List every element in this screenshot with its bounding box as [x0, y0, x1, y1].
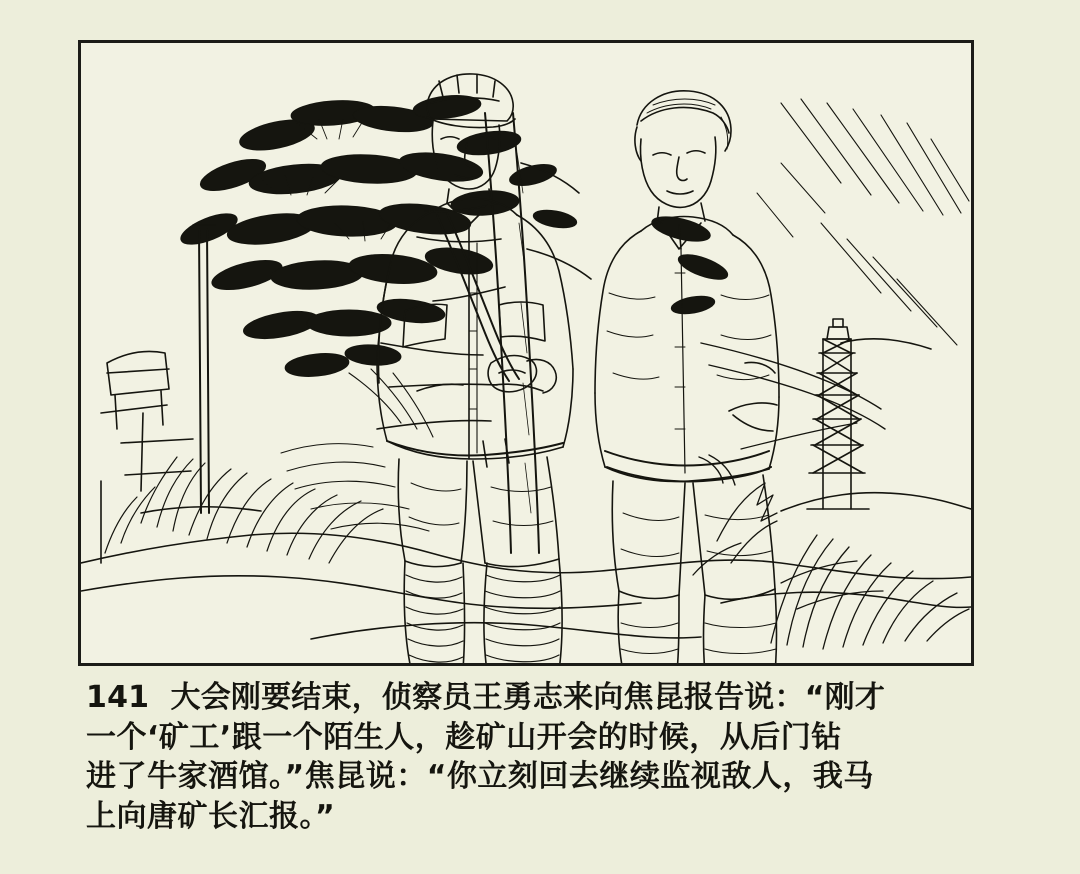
caption-line-3: 进了牛家酒馆。”焦昆说：“你立刻回去继续监视敌人，我马 — [86, 759, 874, 795]
illustration-panel — [78, 40, 974, 666]
caption-line-2: 一个‘矿工’跟一个陌生人，趁矿山开会的时候，从后门钻 — [86, 719, 842, 755]
caption-line-4: 上向唐矿长汇报。” — [86, 798, 336, 834]
illustration-artwork — [81, 43, 971, 663]
caption-text — [86, 678, 986, 836]
caption-line-1: 141 大会刚要结束，侦察员王勇志来向焦昆报告说：“刚才 — [86, 680, 886, 715]
